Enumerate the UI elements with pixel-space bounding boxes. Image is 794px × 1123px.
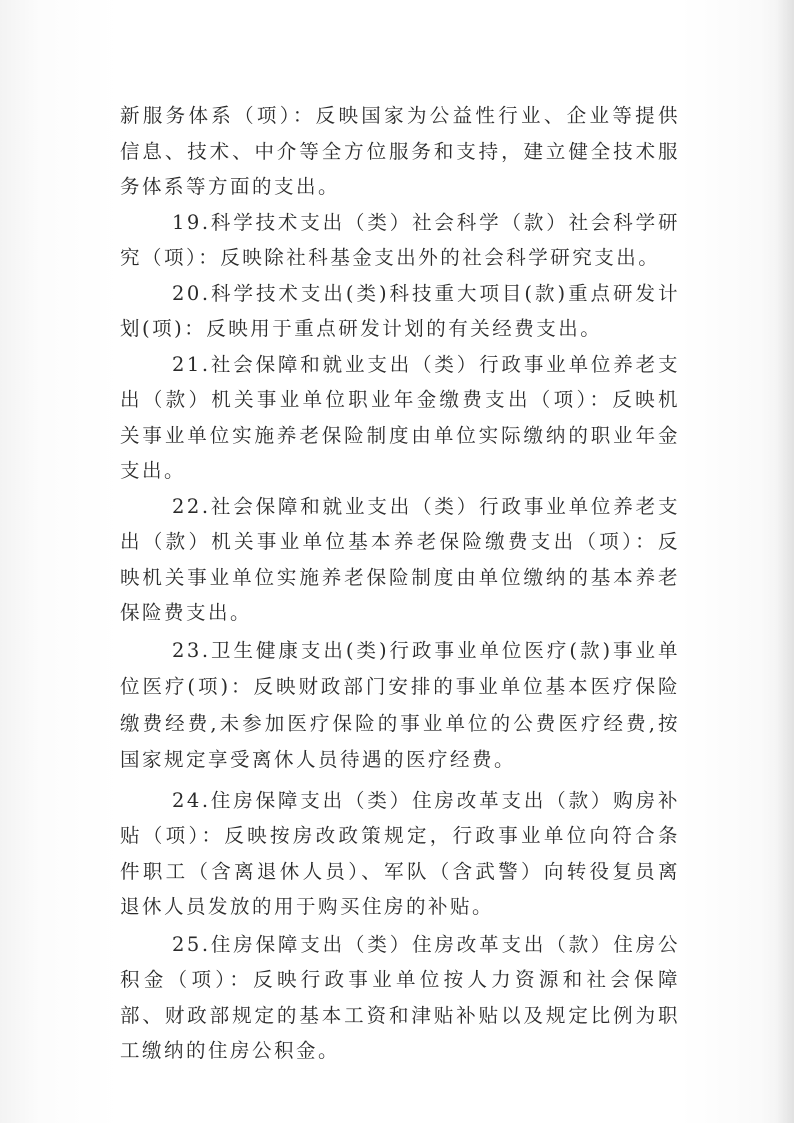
paragraph-24: 24.住房保障支出（类）住房改革支出（款）购房补贴（项）：反映按房改政策规定，行政事业单位向符合条件职工（含离退休人员）、军队（含武警）向转役复员离退休人员发放的用于购买住房的补贴。	[120, 788, 680, 918]
document-body	[120, 98, 680, 1069]
paragraph-25: 25.住房保障支出（类）住房改革支出（款）住房公积金（项）：反映行政事业单位按人力资源和社会保障部、财政部规定的基本工资和津贴补贴以及规定比例为职工缴纳的住房公积金。	[120, 932, 680, 1062]
paragraph-21: 21.社会保障和就业支出（类）行政事业单位养老支出（款）机关事业单位职业年金缴费支出（项）：反映机关事业单位实施养老保险制度由单位实际缴纳的职业年金支出。	[120, 352, 680, 482]
paragraph-22: 22.社会保障和就业支出（类）行政事业单位养老支出（款）机关事业单位基本养老保险缴费支出（项）：反映机关事业单位实施养老保险制度由单位缴纳的基本养老保险费支出。	[120, 494, 680, 624]
paragraph-continued: 新服务体系（项）：反映国家为公益性行业、企业等提供信息、技术、中介等全方位服务和支持，建立健全技术服务体系等方面的支出。	[120, 104, 680, 198]
paragraph-23: 23.卫生健康支出(类)行政事业单位医疗(款)事业单位医疗(项)：反映财政部门安排的事业单位基本医疗保险缴费经费,未参加医疗保险的事业单位的公费医疗经费,按国家规定享受离休人员待遇的医疗经费。	[120, 638, 680, 771]
paragraph-19: 19.科学技术支出（类）社会科学（款）社会科学研究（项）：反映除社科基金支出外的社会科学研究支出。	[120, 210, 680, 269]
paragraph-20: 20.科学技术支出(类)科技重大项目(款)重点研发计划(项)：反映用于重点研发计划的有关经费支出。	[120, 281, 680, 340]
